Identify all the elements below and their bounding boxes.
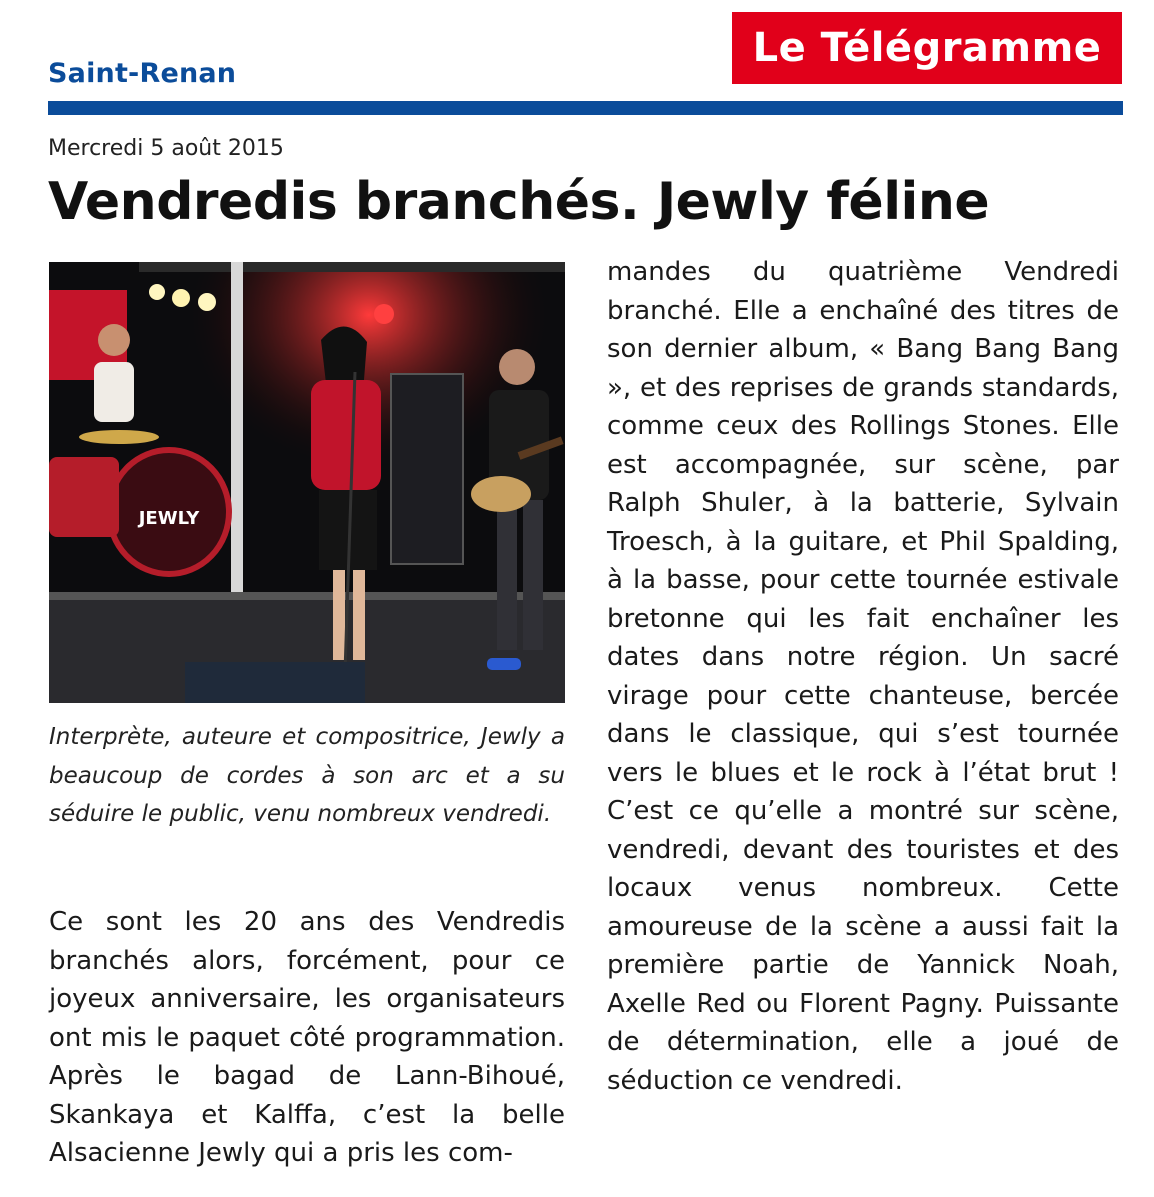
article-headline: Vendredis branchés. Jewly féline [48, 172, 990, 232]
section-label: Saint-Renan [48, 58, 237, 89]
concert-photo-illustration [49, 262, 565, 703]
drum-head-logo: JEWLY [138, 508, 200, 529]
article-body-column-2: mandes du quatrième Vendredi branché. Elle a enchaîné des titres de son dernier album, « Bang Bang Bang », et des reprises de grands standards, comme ceux des Rollings Stones. Elle est accompagnée, sur scène, par Ralph Shuler, à la batterie, Sylvain Troesch, à la guitare, et Phil Spalding, à la basse, pour cette tournée estivale bretonne qui les fait enchaîner les dates dans notre région. Un sacré virage pour cette chanteuse, bercée dans le classique, qui s’est tournée vers le blues et le rock à l’état brut ! C’est ce qu’elle a montré sur scène, vendredi, devant des touristes et des locaux venus nombreux. Cette amoureuse de la scène a aussi fait la première partie de Yannick Noah, Axelle Red ou Florent Pagny. Puissante de détermination, elle a joué de séduction ce vendredi. [607, 257, 1119, 1096]
article-body-column-1: Ce sont les 20 ans des Vendredis branchés alors, forcément, pour ce joyeux anniversaire, les organisateurs ont mis le paquet côté programmation. Après le bagad de Lann-Bihoué, Skankaya et Kalffa, c’est la belle Alsacienne Jewly qui a pris les com- [49, 907, 565, 1168]
photo-caption: Interprète, auteure et compositrice, Jewly a beaucoup de cordes à son arc et a su séduire le public, venu nombreux vendredi. [49, 724, 565, 827]
concert-photo [49, 262, 565, 703]
header-rule [48, 101, 1123, 115]
publication-date: Mercredi 5 août 2015 [48, 136, 284, 161]
newspaper-logo: Le Télégramme [732, 12, 1122, 84]
